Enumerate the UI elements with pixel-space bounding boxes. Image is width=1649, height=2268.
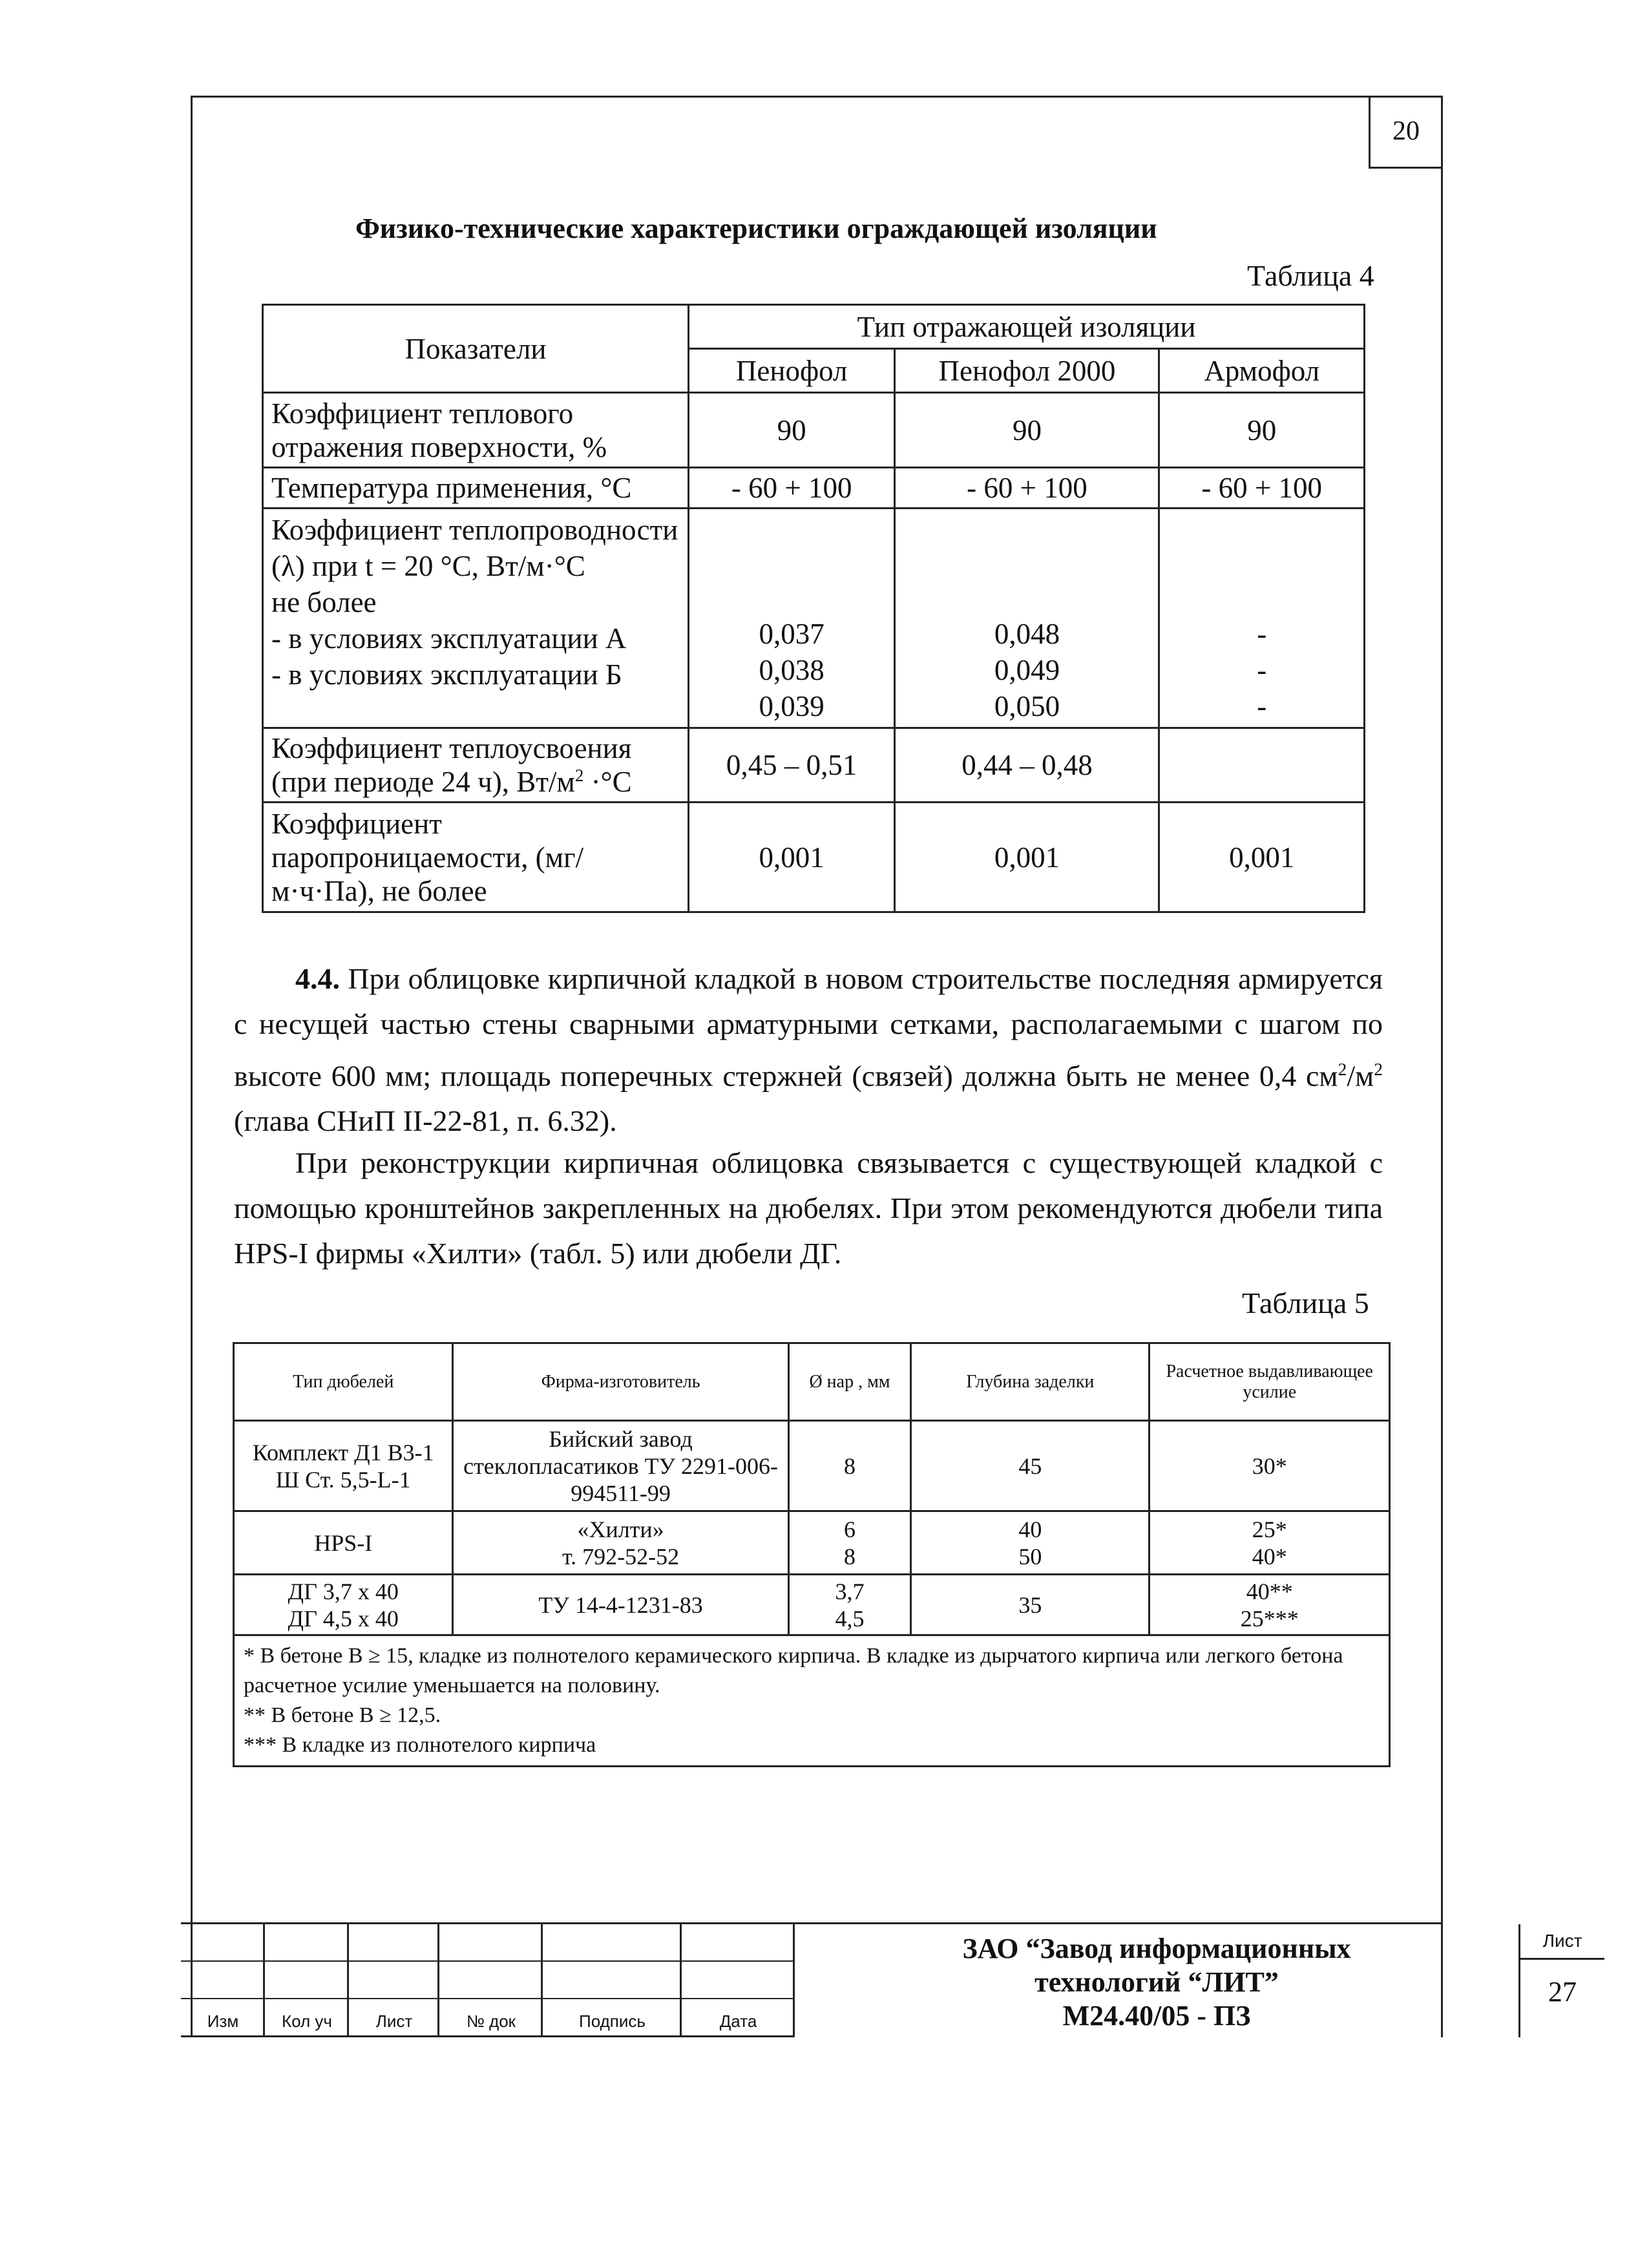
header-penofol-2000: Пенофол 2000	[895, 349, 1159, 393]
company-name-line: технологий “ЛИТ”	[1035, 1966, 1279, 1998]
table-footnotes	[234, 1635, 1390, 1767]
cell-line: «Хилти»	[577, 1516, 664, 1542]
cell: 0,001	[688, 803, 894, 912]
cell-value: 0,039	[759, 690, 824, 722]
table-5	[233, 1342, 1391, 1767]
row-label-unit: ·°С	[583, 766, 632, 798]
cell	[688, 509, 894, 728]
cell-line: ДГ 4,5 х 40	[288, 1605, 399, 1632]
cell: 0,001	[1159, 803, 1365, 912]
header-manufacturer: Фирма-изготовитель	[453, 1343, 788, 1421]
cell: 30*	[1150, 1421, 1390, 1511]
row-label: Коэффициент паропроницаемости, (мг/м·ч·Па), не более	[263, 803, 689, 912]
stamp-label-izm: Изм	[207, 2011, 239, 2031]
table5-caption: Таблица 5	[1242, 1286, 1369, 1319]
company-block	[795, 1924, 1518, 2037]
cell-line: 40*	[1252, 1543, 1287, 1570]
sheet-label: Лист	[1520, 1924, 1604, 1960]
cell-value: -	[1257, 690, 1267, 722]
cell-value: 0,037	[759, 618, 824, 650]
cell: 0,001	[895, 803, 1159, 912]
table-row	[263, 728, 1365, 803]
row-label-sub: не более	[271, 586, 377, 618]
cell: Комплект Д1 В3-1 Ш Ст. 5,5-L-1	[234, 1421, 453, 1511]
cell: Бийский завод стеклопласатиков ТУ 2291-006-994511-99	[453, 1421, 788, 1511]
cell-line: 50	[1018, 1543, 1042, 1570]
row-label	[263, 728, 689, 803]
header-diameter: Ø нар , мм	[788, 1343, 911, 1421]
table-row	[263, 803, 1365, 912]
cell: 8	[788, 1421, 911, 1511]
page-title: Физико-технические характеристики ограждающей изоляции	[355, 213, 1157, 244]
cell	[234, 1575, 453, 1635]
header-armofol: Армофол	[1159, 349, 1365, 393]
table-row	[234, 1421, 1390, 1511]
cell-line: 8	[844, 1543, 856, 1570]
cell-line: 4,5	[835, 1605, 865, 1632]
paragraph-part: /м	[1347, 1059, 1374, 1093]
cell-line: т. 792-52-52	[562, 1543, 680, 1570]
row-label-text: Коэффициент теплоусвоения (при периоде 24 ч), Вт/м	[271, 732, 632, 798]
sheet-number: 27	[1548, 1976, 1577, 2008]
cell: 45	[911, 1421, 1150, 1511]
row-label-main: Коэффициент теплопроводности (λ) при t = 20 °С, Вт/м·°С	[271, 514, 678, 582]
paragraph-text	[234, 956, 1383, 1144]
cell: 0,44 – 0,48	[895, 728, 1159, 803]
cell	[1159, 728, 1365, 803]
cell-value: -	[1257, 618, 1267, 650]
cell-value: 0,038	[759, 654, 824, 686]
document-code: М24.40/05 - ПЗ	[1062, 2000, 1251, 2032]
stamp-label-kol-uch: Кол уч	[282, 2011, 332, 2031]
table-4	[262, 304, 1365, 913]
table4-caption: Таблица 4	[1247, 259, 1374, 292]
footnotes-cell	[234, 1635, 1390, 1767]
company-name-line: ЗАО “Завод информационных	[962, 1933, 1351, 1964]
table-row	[263, 468, 1365, 509]
cell	[911, 1511, 1150, 1575]
cell-value: -	[1257, 654, 1267, 686]
cell: 35	[911, 1575, 1150, 1635]
cell-line: 3,7	[835, 1578, 865, 1604]
cell	[1150, 1575, 1390, 1635]
table-row	[263, 393, 1365, 468]
clause-number: 4.4.	[295, 962, 340, 995]
cell: - 60 + 100	[895, 468, 1159, 509]
paragraph-part: (глава СНиП II-22-81, п. 6.32).	[234, 1104, 617, 1138]
cell: 0,45 – 0,51	[688, 728, 894, 803]
cell	[788, 1511, 911, 1575]
paragraph-4-4	[234, 956, 1383, 1144]
paragraph-part: При облицовке кирпичной кладкой в новом строительстве последняя армируется с несущей частью стены сварными арматурными сетками, располагаемыми с шагом по высоте 600 мм; площадь поперечных стержней (связей) должна быть не менее 0,4 см	[234, 962, 1383, 1093]
revision-grid	[181, 1924, 795, 2037]
paragraph-reconstruction	[234, 1140, 1383, 1276]
cell-line: 6	[844, 1516, 856, 1542]
cell: 90	[1159, 393, 1365, 468]
table-row	[263, 509, 1365, 728]
cell-line: ДГ 3,7 х 40	[288, 1578, 399, 1604]
stamp-label-date: Дата	[719, 2011, 757, 2031]
footnote: * В бетоне В ≥ 15, кладке из полнотелого керамического кирпича. В кладке из дырчатого кирпича или легкого бетона расчетное усилие уменьшается на половину.	[244, 1644, 1343, 1697]
row-label: Коэффициент теплового отражения поверхности, %	[263, 393, 689, 468]
stamp-label-list: Лист	[375, 2011, 413, 2031]
title-block	[181, 1922, 1582, 2037]
superscript: 2	[574, 766, 584, 785]
cell: 90	[688, 393, 894, 468]
superscript: 2	[1374, 1059, 1383, 1079]
cell: - 60 + 100	[1159, 468, 1365, 509]
sheet-block	[1518, 1924, 1604, 2037]
cell	[1150, 1511, 1390, 1575]
stamp-label-signature: Подпись	[579, 2011, 646, 2031]
superscript: 2	[1338, 1059, 1347, 1079]
header-depth: Глубина заделки	[911, 1343, 1150, 1421]
cell-value: 0,050	[994, 690, 1060, 722]
cell	[453, 1511, 788, 1575]
cell	[1159, 509, 1365, 728]
cell-value: 0,049	[994, 654, 1060, 686]
cell: HPS-I	[234, 1511, 453, 1575]
row-label-sub: - в условиях эксплуатации А	[271, 622, 627, 655]
table-row	[234, 1511, 1390, 1575]
cell	[788, 1575, 911, 1635]
stamp-label-doc-no: № док	[466, 2011, 516, 2031]
cell: 90	[895, 393, 1159, 468]
footnote: ** В бетоне В ≥ 12,5.	[244, 1703, 441, 1727]
cell-value: 0,048	[994, 618, 1060, 650]
cell: - 60 + 100	[688, 468, 894, 509]
header-type: Тип отражающей изоляции	[688, 305, 1364, 349]
table-row	[234, 1575, 1390, 1635]
row-label	[263, 509, 689, 728]
cell-line: 25*	[1252, 1516, 1287, 1542]
cell: ТУ 14-4-1231-83	[453, 1575, 788, 1635]
cell	[895, 509, 1159, 728]
header-penofol: Пенофол	[688, 349, 894, 393]
footnote: *** В кладке из полнотелого кирпича	[244, 1732, 596, 1757]
header-dowel-type: Тип дюбелей	[234, 1343, 453, 1421]
cell-line: 40**	[1246, 1578, 1293, 1604]
paragraph-text: При реконструкции кирпичная облицовка связывается с существующей кладкой с помощью кронштейнов закрепленных на дюбелях. При этом рекомендуются дюбели типа HPS-I фирмы «Хилти» (табл. 5) или дюбели ДГ.	[234, 1146, 1383, 1270]
header-indicator: Показатели	[263, 305, 689, 393]
row-label: Температура применения, °С	[263, 468, 689, 509]
cell-line: 25***	[1240, 1605, 1299, 1632]
cell-line: 40	[1018, 1516, 1042, 1542]
row-label-sub: - в условиях эксплуатации Б	[271, 658, 622, 691]
header-force: Расчетное выдавливающее усилие	[1150, 1343, 1390, 1421]
page-number: 20	[1369, 96, 1442, 169]
